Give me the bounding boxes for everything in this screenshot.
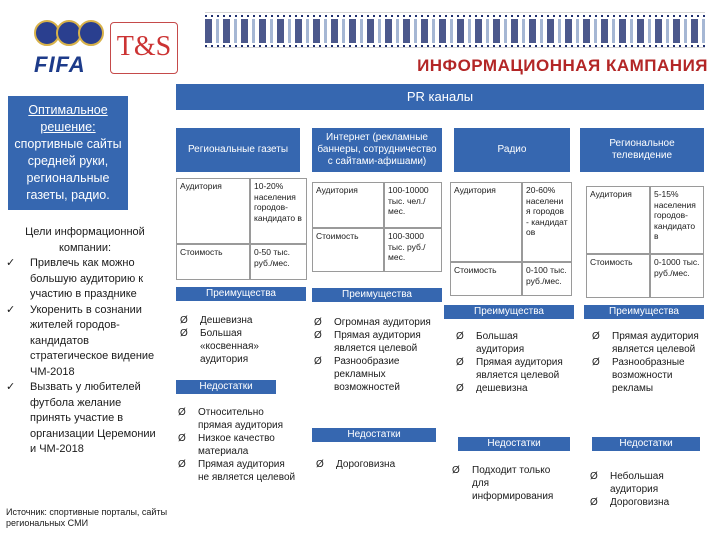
audience-value: 10-20% населения городов-кандидато в — [250, 178, 307, 244]
list-item: Ø Небольшая аудитория — [590, 471, 664, 495]
list-item: Ø Большая «косвенная» аудитория — [180, 328, 259, 365]
arrow-bullet-icon: Ø — [592, 357, 600, 368]
list-item: Ø Низкое качество материала — [178, 433, 275, 457]
arrow-bullet-icon: Ø — [590, 471, 598, 482]
check-icon: ✓ — [6, 381, 16, 393]
list-item: Ø Разнообразные возможности рекламы — [592, 357, 685, 394]
list-item: Ø Большая аудитория — [456, 331, 525, 355]
disadvantages-bar: Недостатки — [312, 428, 436, 442]
arrow-bullet-icon: Ø — [178, 459, 186, 470]
arrow-bullet-icon: Ø — [456, 331, 464, 342]
fifa-logo — [30, 18, 102, 80]
arrow-bullet-icon: Ø — [592, 331, 600, 342]
audience-label: Аудитория — [450, 182, 522, 262]
arrow-bullet-icon: Ø — [178, 407, 186, 418]
list-item: Ø Прямая аудитория является целевой — [592, 331, 699, 355]
check-icon: ✓ — [6, 303, 16, 316]
list-item: Ø Подходит только для информирования — [452, 465, 554, 502]
advantages-bar: Преимущества — [176, 287, 306, 301]
list-item: Ø Дороговизна — [590, 497, 670, 508]
ornament-banner — [205, 12, 705, 48]
list-item: Ø Прямая аудитория является целевой — [314, 330, 421, 354]
disadvantages-list — [590, 470, 704, 509]
campaign-goals — [6, 225, 164, 458]
arrow-bullet-icon: Ø — [456, 357, 464, 368]
audience-value: 100-10000 тыс. чел./мес. — [384, 182, 442, 228]
advantages-list — [456, 330, 566, 395]
arrow-bullet-icon: Ø — [180, 315, 188, 326]
list-item: Ø Прямая аудитория не является целевой — [178, 459, 296, 483]
arrow-bullet-icon: Ø — [178, 433, 186, 444]
goal-item: ✓ Привлечь как можно большую аудиторию к участию в празднике — [6, 257, 144, 300]
source-note: Источник: спортивные порталы, сайты региональных СМИ — [6, 507, 168, 528]
fifa-globe-icon — [78, 20, 104, 46]
pr-channels-bar: PR каналы — [176, 84, 704, 110]
advantages-list — [592, 330, 704, 395]
optimal-solution-text: спортивные сайты средней руки, региональные газеты, радио. — [14, 137, 122, 202]
arrow-bullet-icon: Ø — [452, 465, 460, 476]
arrow-bullet-icon: Ø — [590, 497, 598, 508]
goal-item: ✓ Вызвать у любителей футбола желание принять участие в организации Церемонии и ЧМ-2018 — [6, 381, 156, 455]
check-icon: ✓ — [6, 257, 16, 269]
cost-label: Стоимость — [586, 254, 650, 298]
cost-label: Стоимость — [176, 244, 250, 280]
cost-value: 0-1000 тыс. руб./мес. — [650, 254, 704, 298]
advantages-list — [180, 314, 302, 366]
column-head-tv: Региональное телевидение — [580, 128, 704, 172]
arrow-bullet-icon: Ø — [314, 330, 322, 341]
ts-logo-text: T&S — [116, 31, 172, 62]
list-item: Ø Огромная аудитория — [314, 317, 431, 328]
advantages-bar: Преимущества — [312, 288, 442, 302]
cost-label: Стоимость — [450, 262, 522, 296]
cost-label: Стоимость — [312, 228, 384, 272]
disadvantages-list — [316, 458, 440, 471]
goal-item: ✓ Укоренить в сознании жителей городов-кандидатов стратегическое видение ЧМ-2018 — [6, 303, 155, 378]
arrow-bullet-icon: Ø — [314, 317, 322, 328]
list-item: Ø Разнообразие рекламных возможностей — [314, 356, 400, 393]
audience-label: Аудитория — [586, 186, 650, 254]
audience-value: 5-15% населения городов-кандидато в — [650, 186, 704, 254]
page-title: ИНФОРМАЦИОННАЯ КАМПАНИЯ — [417, 56, 708, 75]
optimal-solution-heading: Оптимальное решение: — [28, 103, 108, 134]
arrow-bullet-icon: Ø — [180, 328, 188, 339]
advantages-bar: Преимущества — [584, 305, 704, 319]
disadvantages-list — [452, 464, 570, 503]
list-item: Ø Прямая аудитория является целевой — [456, 357, 563, 381]
list-item: Ø Относительно прямая аудитория — [178, 407, 284, 431]
disadvantages-bar: Недостатки — [592, 437, 700, 451]
list-item: Ø дешевизна — [456, 383, 528, 394]
cost-value: 0-50 тыс. руб./мес. — [250, 244, 307, 280]
disadvantages-bar: Недостатки — [176, 380, 276, 394]
cost-value: 0-100 тыс. руб./мес. — [522, 262, 572, 296]
goals-heading: Цели информационной компании: — [25, 226, 145, 254]
ts-logo — [110, 22, 178, 74]
arrow-bullet-icon: Ø — [316, 459, 324, 470]
advantages-bar: Преимущества — [444, 305, 574, 319]
fifa-logo-text: FIFA — [34, 52, 86, 77]
audience-label: Аудитория — [176, 178, 250, 244]
disadvantages-list — [178, 406, 296, 484]
advantages-list — [314, 316, 442, 394]
arrow-bullet-icon: Ø — [456, 383, 464, 394]
column-head-radio: Радио — [454, 128, 570, 172]
cost-value: 100-3000 тыс. руб./мес. — [384, 228, 442, 272]
disadvantages-bar: Недостатки — [458, 437, 570, 451]
arrow-bullet-icon: Ø — [314, 356, 322, 367]
list-item: Ø Дороговизна — [316, 459, 396, 470]
optimal-solution-box — [8, 96, 128, 210]
list-item: Ø Дешевизна — [180, 315, 253, 326]
audience-value: 20-60% населени я городов - кандидат ов — [522, 182, 572, 262]
column-head-internet: Интернет (рекламные баннеры, сотрудничество с сайтами-афишами) — [312, 128, 442, 172]
column-head-newspapers: Региональные газеты — [176, 128, 300, 172]
audience-label: Аудитория — [312, 182, 384, 228]
